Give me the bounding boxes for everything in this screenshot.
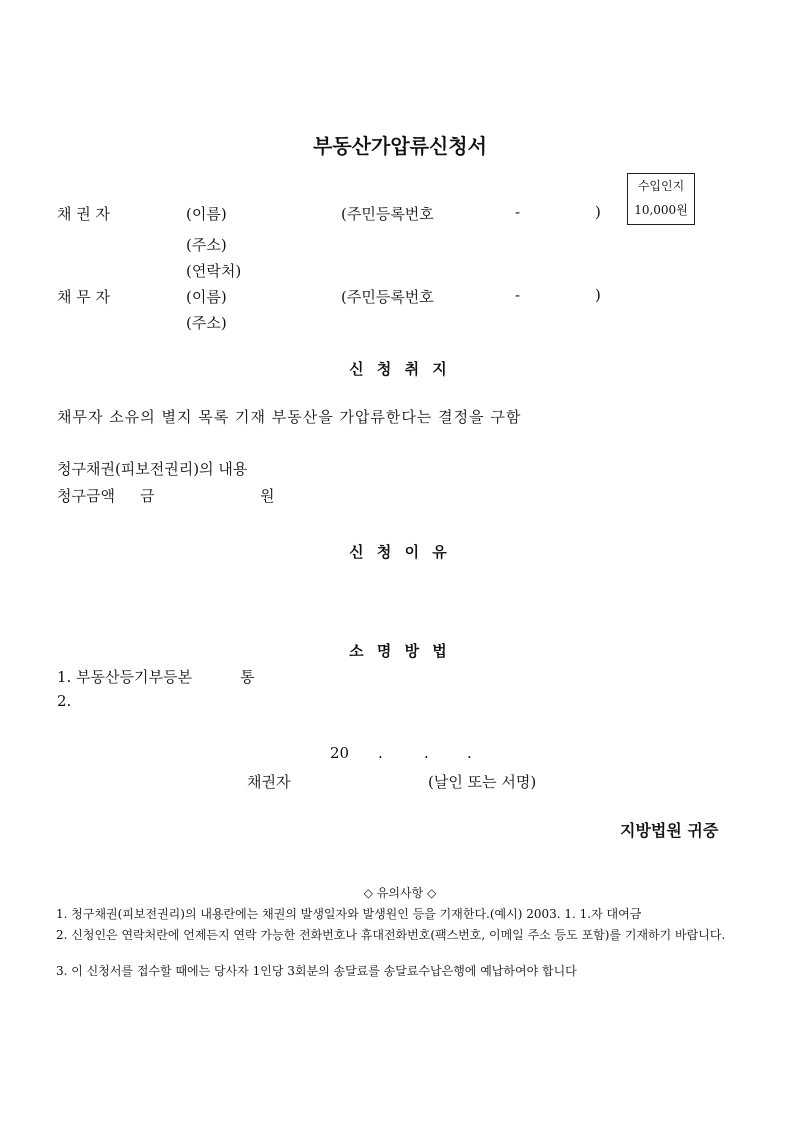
debtor-address-field[interactable]: (주소) (186, 314, 227, 332)
evidence-item-1-unit: 통 (240, 668, 255, 686)
note-1: 1. 청구채권(피보전권리)의 내용란에는 채권의 발생일자와 발생원인 등을 기재한다.(예시) 2003. 1. 1.자 대여금 (56, 907, 642, 921)
creditor-contact-field[interactable]: (연락처) (186, 262, 242, 280)
purpose-text: 채무자 소유의 별지 목록 기재 부동산을 가압류한다는 결정을 구함 (57, 408, 522, 426)
claim-amount-prefix: 금 (140, 487, 155, 505)
note-2: 2. 신청인은 연락처란에 언제든지 연락 가능한 전화번호나 휴대전화번호(팩스번호, 이메일 주소 등도 포함)를 기재하기 바랍니다. (56, 928, 726, 942)
evidence-item-1: 1. 부동산등기부등본 (57, 668, 193, 686)
date-dot-1: . (378, 744, 383, 762)
purpose-heading: 신 청 취 지 (349, 360, 451, 378)
stamp-label: 수입인지 (637, 179, 685, 193)
court-addressee: 지방법원 귀중 (620, 821, 719, 840)
stamp-amount: 10,000원 (634, 203, 688, 217)
signature-label: 채권자 (247, 773, 291, 791)
notes-heading: ◇ 유의사항 ◇ (363, 886, 437, 900)
creditor-name-field[interactable]: (이름) (186, 205, 227, 223)
creditor-id-dash: - (515, 203, 521, 221)
debtor-label: 채 무 자 (57, 288, 111, 306)
creditor-id-close: ) (595, 203, 601, 221)
debtor-id-dash: - (515, 286, 521, 304)
creditor-label: 채 권 자 (57, 205, 111, 223)
evidence-item-2: 2. (57, 692, 72, 710)
evidence-heading: 소 명 방 법 (349, 642, 451, 660)
debtor-name-field[interactable]: (이름) (186, 288, 227, 306)
document-title: 부동산가압류신청서 (313, 134, 487, 158)
debtor-id-close: ) (595, 286, 601, 304)
claim-amount-label: 청구금액 (57, 487, 115, 505)
claim-amount-unit: 원 (260, 487, 275, 505)
creditor-address-field[interactable]: (주소) (186, 236, 227, 254)
date-dot-2: . (424, 744, 429, 762)
date-dot-3: . (467, 744, 472, 762)
revenue-stamp-box (627, 173, 695, 225)
debtor-id-field[interactable]: (주민등록번호 (341, 288, 434, 306)
signature-note: (날인 또는 서명) (428, 773, 537, 791)
date-year: 20 (330, 744, 350, 762)
claim-content-label: 청구채권(피보전권리)의 내용 (57, 460, 248, 478)
note-3: 3. 이 신청서를 접수할 때에는 당사자 1인당 3회분의 송달료를 송달료수납은행에 예납하여야 합니다 (56, 964, 577, 978)
creditor-id-field[interactable]: (주민등록번호 (341, 205, 434, 223)
reason-heading: 신 청 이 유 (349, 543, 451, 561)
